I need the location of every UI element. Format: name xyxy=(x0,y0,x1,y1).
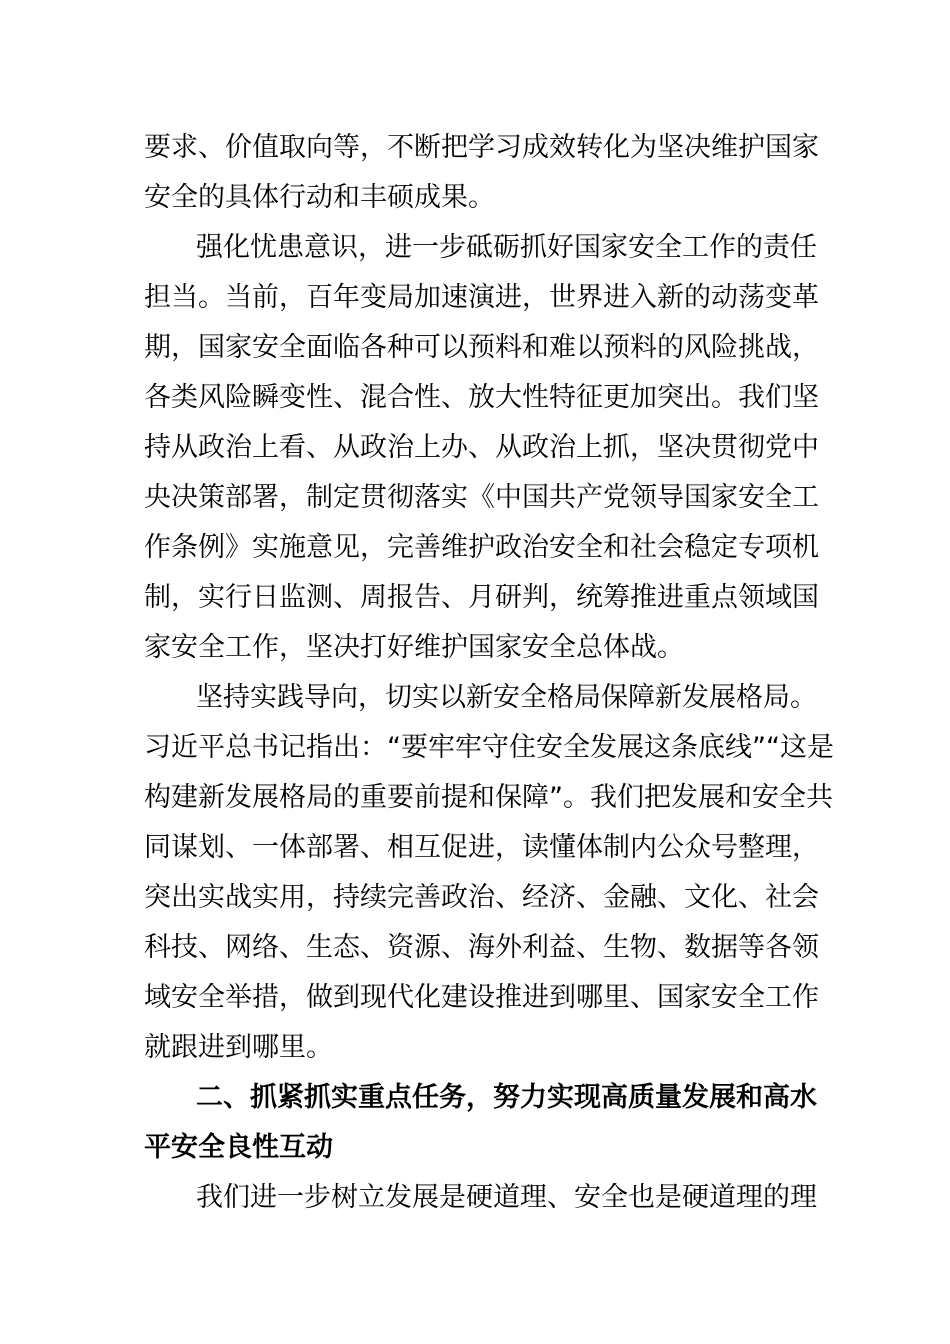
text-line: 科技、网络、生态、资源、海外利益、生物、数据等各领 xyxy=(144,932,819,963)
text-line: 习近平总书记指出：“要牢牢守住安全发展这条底线”“这是 xyxy=(144,732,834,763)
text-line: 域安全举措，做到现代化建设推进到哪里、国家安全工作 xyxy=(144,982,819,1013)
text-line: 坚持实践导向，切实以新安全格局保障新发展格局。 xyxy=(196,682,817,713)
text-line: 制，实行日监测、周报告、月研判，统筹推进重点领域国 xyxy=(144,582,819,613)
text-line: 就跟进到哪里。 xyxy=(144,1032,333,1063)
text-line: 家安全工作，坚决打好维护国家安全总体战。 xyxy=(144,632,684,663)
text-line: 突出实战实用，持续完善政治、经济、金融、文化、社会 xyxy=(144,882,819,913)
text-line: 我们进一步树立发展是硬道理、安全也是硬道理的理 xyxy=(196,1182,817,1213)
section-heading-line: 平安全良性互动 xyxy=(144,1132,333,1163)
text-line: 担当。当前，百年变局加速演进，世界进入新的动荡变革 xyxy=(144,282,819,313)
text-line: 持从政治上看、从政治上办、从政治上抓，坚决贯彻党中 xyxy=(144,432,819,463)
text-line: 各类风险瞬变性、混合性、放大性特征更加突出。我们坚 xyxy=(144,382,819,413)
text-line: 作条例》实施意见，完善维护政治安全和社会稳定专项机 xyxy=(144,532,819,563)
text-line: 同谋划、一体部署、相互促进，读懂体制内公众号整理， xyxy=(144,832,819,863)
text-line: 期，国家安全面临各种可以预料和难以预料的风险挑战， xyxy=(144,332,819,363)
text-line: 构建新发展格局的重要前提和保障”。我们把发展和安全共 xyxy=(144,782,833,813)
text-line: 安全的具体行动和丰硕成果。 xyxy=(144,182,495,213)
text-line: 央决策部署，制定贯彻落实《中国共产党领导国家安全工 xyxy=(144,482,819,513)
text-line: 要求、价值取向等，不断把学习成效转化为坚决维护国家 xyxy=(144,132,819,163)
section-heading-line: 二、抓紧抓实重点任务，努力实现高质量发展和高水 xyxy=(196,1082,817,1113)
text-line: 强化忧患意识，进一步砥砺抓好国家安全工作的责任 xyxy=(196,232,817,263)
